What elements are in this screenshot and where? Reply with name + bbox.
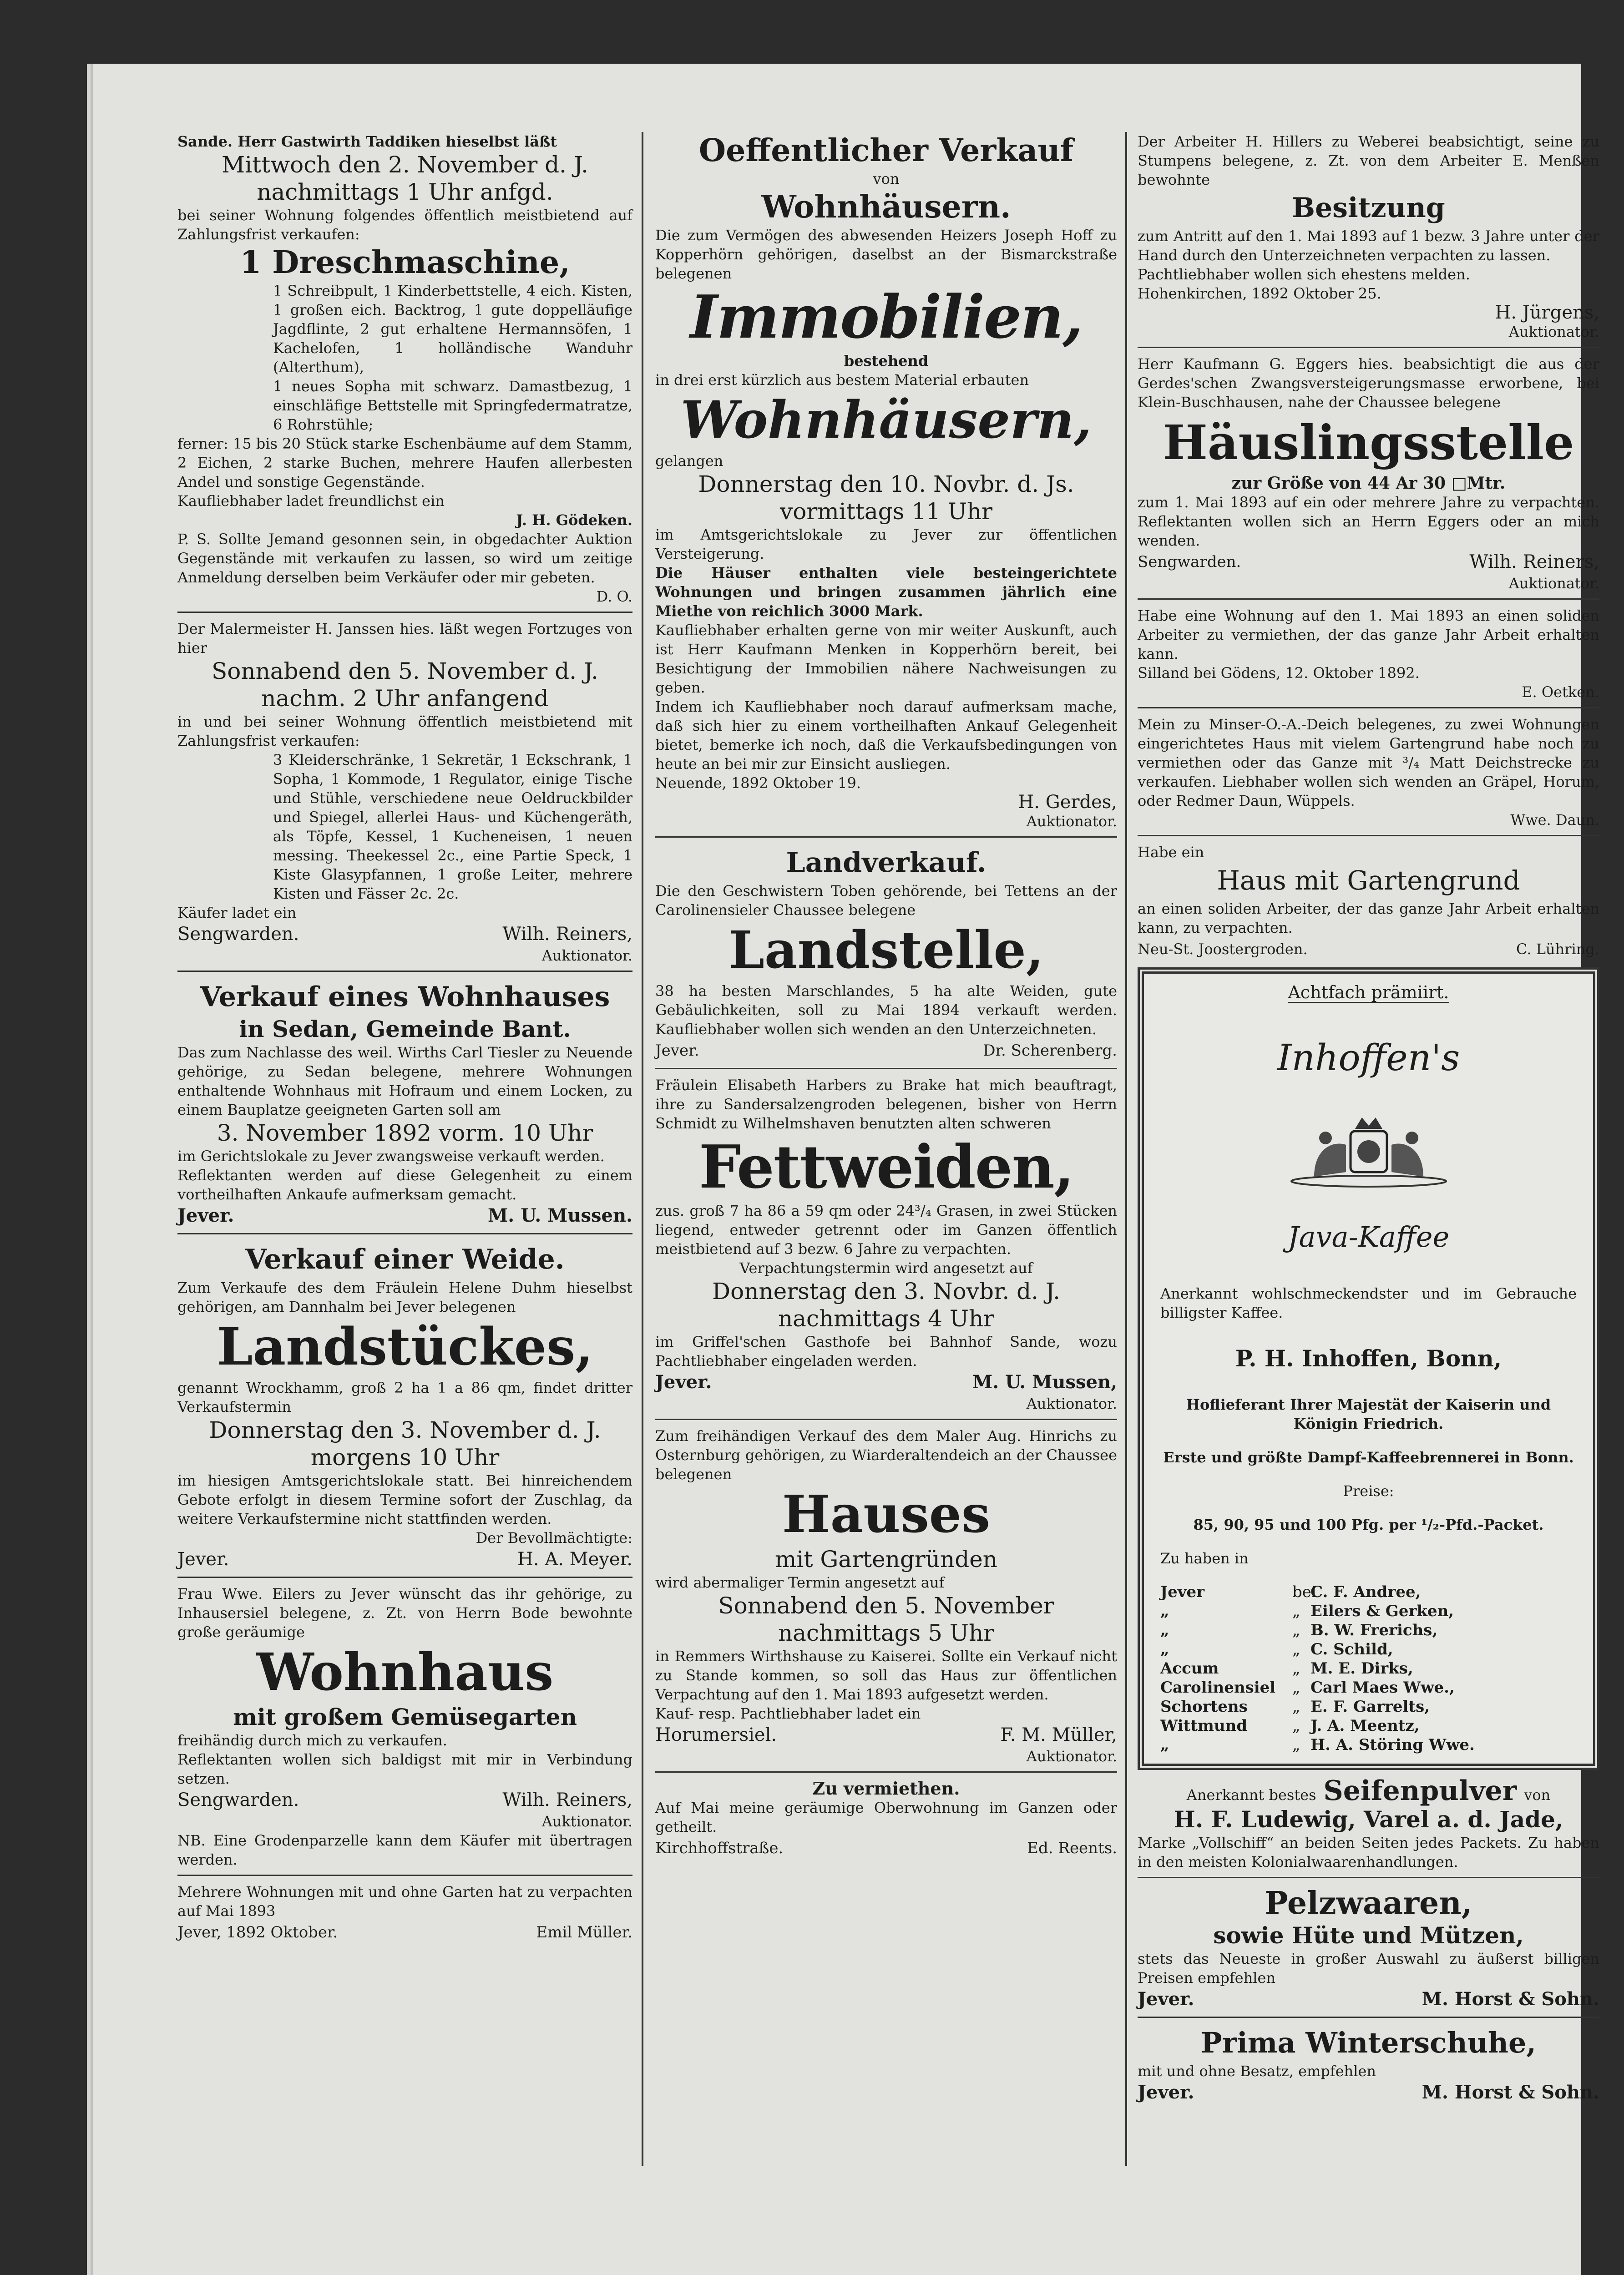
dealer-place: Schortens [1160,1698,1248,1716]
ad-role: Auktionator. [1026,1748,1117,1765]
ad-headline: Wohnhäusern, [680,390,1092,450]
ad-firm: H. F. Ludewig, Varel a. d. Jade, [1174,1806,1563,1833]
ad-text: Zum Verkaufe des dem Fräulein Helene Duhm hieselbst gehörigen, am Dannhalm bei Jever belegenen [177,1279,632,1315]
ad-text: Käufer ladet ein [177,904,297,921]
ad-signature: M. Horst & Sohn. [1422,2082,1599,2103]
ad-title: Zu vermiethen. [812,1778,960,1799]
ad-signature: Wilh. Reiners, [502,1790,632,1810]
ad-wohnhaus-sedan [177,978,632,1234]
ad-text: von [873,170,900,187]
ad-date: 3. November 1892 vorm. 10 Uhr [217,1120,593,1146]
ad-signature: Ed. Reents. [1027,1839,1117,1857]
ad-text: Mehrere Wohnungen mit und ohne Garten hat zu verpachten auf Mai 1893 [177,1883,632,1920]
ad-date: Donnerstag den 10. Novbr. d. Js. [698,471,1074,497]
ad-role: Auktionator. [1508,323,1599,340]
dealer-name: Carl Maes Wwe., [1310,1678,1455,1697]
ad-text: Kaufliebhaber erhalten gerne von mir weiter Auskunft, auch ist Herr Kaufmann Menken in Kopperhörn bereit, bei Besichtigung der Immobilien nähere Nachweisungen zu geben. [655,622,1117,696]
ad-text: Der Arbeiter H. Hillers zu Weberei beabsichtigt, seine zu Stumpens belegene, z. Zt. von dem Arbeiter E. Menßen bewohnte [1138,133,1599,188]
ad-text: Indem ich Kaufliebhaber noch darauf aufmerksam mache, daß sich hier zu einem vortheilhaften Ankauf Gelegenheit bietet, bemerke ich noch, daß die Verkaufsbedingungen von heute an bei mir zur Einsicht ausliegen. [655,698,1117,773]
ad-date: Mittwoch den 2. November d. J. [221,152,588,178]
ad-footer [177,1547,632,1571]
ad-footer [1138,1987,1599,2011]
ad-headline: Hauses [782,1485,991,1544]
ad-place: Sengwarden. [177,1790,299,1810]
dealer-sep: „ [1292,1659,1300,1678]
ad-signature: D. O. [596,588,632,605]
coat-of-arms-graphic [1282,1113,1455,1190]
ad-signature: Dr. Scherenberg. [983,1041,1117,1060]
ad-place: Neu-St. Joostergroden. [1138,940,1308,958]
ad-award: Achtfach prämiirt. [1288,982,1449,1002]
ad-text: im Griffel'schen Gasthofe bei Bahnhof Sande, wozu Pachtliebhaber eingeladen werden. [655,1333,1117,1370]
dealer-sep: „ [1292,1717,1300,1735]
ad-text: Anerkannt wohlschmeckendster und im Gebrauche billigster Kaffee. [1160,1285,1577,1321]
ad-role: Auktionator. [1026,1395,1117,1412]
ad-text: zum 1. Mai 1893 auf ein oder mehrere Jahre zu verpachten. Reflektanten wollen sich an Herrn Eggers oder an mich wenden. [1138,494,1599,549]
ad-date: Donnerstag den 3. November d. J. [209,1417,601,1443]
column-3 [1138,132,1599,2111]
ad-title: Oeffentlicher Verkauf [698,132,1074,169]
ad-text: Pachtliebhaber wollen sich ehestens melden. [1138,266,1470,283]
ad-headline: Haus mit Gartengrund [1217,865,1520,896]
ad-firm: P. H. Inhoffen, Bonn, [1235,1345,1502,1372]
ad-place: Sengwarden. [1138,553,1241,571]
ad-text: Herr Kaufmann G. Eggers hies. beabsichtigt die aus der Gerdes'schen Zwangsversteigerungsmasse erworbene, bei Klein-Buschhausen, nahe der Chaussee belegene [1138,355,1599,411]
dealer-place: „ [1160,1640,1169,1658]
ad-pelzwaaren [1138,1885,1599,2018]
ad-fettweiden [655,1076,1117,1420]
ad-headline: Häuslingsstelle [1163,415,1574,470]
ad-time: nachmittags 1 Uhr anfgd. [257,179,553,205]
ad-place: Jever. [655,1041,699,1060]
ad-signature: Wilh. Reiners, [502,924,632,945]
ad-place: Jever. [177,1205,234,1226]
ad-text: Verpachtungstermin wird angesetzt auf [739,1259,1033,1277]
dealer-place: „ [1160,1621,1169,1639]
dealer-sep: „ [1292,1678,1300,1697]
ad-text: im hiesigen Amtsgerichtslokale statt. Bei hinreichendem Gebote erfolgt in diesem Termine sofort der Zuschlag, da weitere Verkaufstermine nicht stattfinden werden. [177,1472,632,1527]
ad-hauses [655,1426,1117,1773]
ad-headline-row [1138,1777,1599,1806]
ad-signature: Wwe. Daun. [1510,811,1599,829]
ad-oeffentlicher-verkauf [655,132,1117,838]
ad-place: Horumersiel. [655,1724,777,1745]
ad-text: wird abermaliger Termin angesetzt auf [655,1574,945,1591]
ad-text: Mein zu Minser-O.-A.-Deich belegenes, zu zwei Wohnungen eingerichtetes Haus mit vielem Gartengrund habe noch zu vermiethen oder das Ganze mit ³/₄ Matt Deichstrecke zu verkaufen. Liebhaber wollen sich wenden an Gräpel, Horum, oder Redmer Daun, Wüppels. [1138,716,1599,809]
ad-text: 1 neues Sopha mit schwarz. Damastbezug, 1 einschläfige Bettstelle mit Springfedermatratze, 6 Rohrstühle; [273,378,632,433]
dealer-sep: „ [1292,1602,1300,1620]
ad-text: 1 Schreibpult, 1 Kinderbettstelle, 4 eich. Kisten, 1 großen eich. Backtrog, 1 gute doppelläufige Jagdflinte, 2 gut erhaltene Hermannsöfen, 1 Kachelofen, 1 holländische Wanduhr (Alterthum), [273,282,632,376]
ad-footer [177,1204,632,1228]
dealer-sep: bei [1292,1583,1316,1601]
ad-date: Sonnabend den 5. November [718,1592,1054,1619]
ad-seifenpulver [1138,1777,1599,1878]
ad-headline: Pelzwaaren, [1265,1885,1472,1921]
ad-time: morgens 10 Uhr [310,1444,500,1471]
ad-dreschmaschine [177,132,632,613]
ad-text: Die Häuser enthalten viele besteingerichtete Wohnungen und bringen zusammen jährlich eine Miethe von reichlich 3000 Mark. [655,564,1117,620]
ad-wohnhaus-inhausersiel [177,1584,632,1876]
ad-dateline: Neuende, 1892 Oktober 19. [655,774,861,792]
ad-text: Habe ein [1138,844,1204,861]
ad-place: Jever. [1138,1988,1194,2010]
ad-text: Marke „Vollschiff“ an beiden Seiten jedes Packets. Zu haben in den meisten Kolonialwaarenhandlungen. [1138,1834,1599,1871]
ad-haus-gartengrund [1138,843,1599,961]
ad-text: Anerkannt bestes [1186,1786,1316,1804]
ad-headline: Prima Winterschuhe, [1200,2026,1537,2059]
ad-time: nachm. 2 Uhr anfangend [261,685,549,712]
ad-signature: Emil Müller. [536,1923,632,1941]
dealer-name: E. F. Garrelts, [1310,1698,1430,1716]
ad-text: an einen soliden Arbeiter, der das ganze Jahr Arbeit erhalten kann, zu verpachten. [1138,900,1599,936]
ad-text: gelangen [655,452,723,470]
ad-wohnungen [177,1882,632,1944]
ad-landverkauf [655,844,1117,1069]
dealer-name: Eilers & Gerken, [1310,1602,1454,1620]
ad-text: Die zum Vermögen des abwesenden Heizers Joseph Hoff zu Kopperhörn gehörigen, daselbst an der Bismarckstraße belegenen [655,227,1117,282]
ad-title: Verkauf eines Wohnhauses [200,981,610,1013]
dealer-place: Carolinensiel [1160,1678,1276,1697]
ad-text: bei seiner Wohnung folgendes öffentlich meistbietend auf Zahlungsfrist verkaufen: [177,207,632,243]
ad-place: Jever, 1892 Oktober. [177,1923,338,1941]
ad-signature: J. H. Gödeken. [516,511,632,529]
ad-postscript: P. S. Sollte Jemand gesonnen sein, in obgedachter Auktion Gegenstände mit verkaufen zu lassen, so wird um zeitige Anmeldung derselben beim Verkäufer oder mir gebeten. [177,531,632,586]
dealer-sep: „ [1292,1621,1300,1639]
ad-text: Auf Mai meine geräumige Oberwohnung im Ganzen oder getheilt. [655,1799,1117,1835]
ad-text: freihändig durch mich zu verkaufen. [177,1732,447,1749]
dealer-list [1160,1582,1577,1754]
ad-title: Wohnhäusern. [761,189,1011,225]
ad-weide [177,1241,632,1578]
dealer-place: Accum [1160,1659,1219,1678]
ad-footer [1138,2081,1599,2104]
ad-intro: Der Malermeister H. Janssen hies. läßt wegen Fortzuges von hier [177,620,632,657]
ad-place: Sengwarden. [177,924,299,945]
ad-note: NB. Eine Grodenparzelle kann dem Käufer mit übertragen werden. [177,1832,632,1868]
dealer-name: M. E. Dirks, [1310,1659,1413,1678]
ad-date: Donnerstag den 3. Novbr. d. J. [712,1278,1060,1304]
ad-time: nachmittags 5 Uhr [778,1620,995,1646]
ad-brand: Inhoffen's [1277,1036,1460,1079]
ad-headline: Immobilien, [690,282,1083,352]
ad-price-label: Preise: [1343,1482,1394,1500]
dealer-place: „ [1160,1602,1169,1620]
ad-subtitle: mit Gartengründen [774,1546,998,1572]
ad-text: zus. groß 7 ha 86 a 59 qm oder 24³/₄ Grasen, in zwei Stücken liegend, entweder getrennt oder im Ganzen öffentlich meistbietend auf 3 bezw. 6 Jahre zu verpachten. [655,1202,1117,1258]
ad-place: Jever. [177,1549,229,1570]
ad-text: 3 Kleiderschränke, 1 Sekretär, 1 Eckschrank, 1 Sopha, 1 Kommode, 1 Regulator, einige Tische und Stühle, verschiedene neue Oeldruckbilder und Spiegel, allerlei Haus- und Küchengeräth, als Töpfe, Kessel, 1 Kucheneisen, 1 neuen messing. Theekessel 2c., eine Partie Speck, 1 Kiste Glasypfannen, 1 große Leiter, mehrere Kisten und Fässer 2c. 2c. [273,751,632,902]
ad-text: von [1524,1786,1551,1804]
dealer-sep: „ [1292,1736,1300,1754]
ad-footer [177,1788,632,1812]
ad-footer [177,1921,632,1944]
ad-text: genannt Wrockhamm, groß 2 ha 1 a 86 qm, findet dritter Verkaufstermin [177,1379,632,1416]
ad-time: vormittags 11 Uhr [780,498,992,525]
ad-text: Das zum Nachlasse des weil. Wirths Carl Tiesler zu Neuende gehörige, zu Sedan belegene, mehrere Wohnungen enthaltende Wohnhaus mit Hofraum und einem Locken, zu einem Bauplatze geeigneten Garten soll am [177,1044,632,1118]
ad-haus-minser [1138,715,1599,836]
ad-text: Hoflieferant Ihrer Majestät der Kaiserin und Königin Friedrich. [1186,1396,1551,1432]
ad-text: stets das Neueste in großer Auswahl zu äußerst billigen Preisen empfehlen [1138,1950,1599,1987]
coat-of-arms-icon [1282,1113,1455,1190]
ad-subtitle: zur Größe von 44 Ar 30 □Mtr. [1231,474,1506,493]
ad-signature: M. Horst & Sohn. [1422,1988,1599,2010]
ad-intro: Sande. Herr Gastwirth Taddiken hieselbst läßt [177,133,557,150]
ad-place: Jever. [655,1371,712,1393]
ad-text: zum Antritt auf den 1. Mai 1893 auf 1 bezw. 3 Jahre unter der Hand durch den Unterzeichneten verpachten zu lassen. [1138,228,1599,264]
ad-footer [177,922,632,946]
dealer-place: Jever [1160,1583,1205,1601]
ad-signature: M. U. Mussen. [487,1205,632,1226]
dealer-sep: „ [1292,1640,1300,1658]
ad-signature: M. U. Mussen, [972,1371,1117,1393]
ad-text: Fräulein Elisabeth Harbers zu Brake hat mich beauftragt, ihre zu Sandersalzengroden belegenen, bisher von Herrn Schmidt zu Wilhelmshaven benutzten alten schweren [655,1077,1117,1132]
ad-role: Der Bevollmächtigte: [476,1529,632,1547]
ad-dateline: Hohenkirchen, 1892 Oktober 25. [1138,285,1381,302]
ad-text: bestehend [844,352,929,369]
ad-headline: Seifenpulver [1323,1775,1517,1807]
ad-footer [655,1836,1117,1860]
ad-text: im Amtsgerichtslokale zu Jever zur öffentlichen Versteigerung. [655,526,1117,562]
ad-signature: Wilh. Reiners, [1469,551,1599,572]
ad-product: Java-Kaffee [1287,1220,1450,1254]
ad-role: Auktionator. [541,1813,632,1830]
ad-role: Auktionator. [541,947,632,964]
ad-text: in und bei seiner Wohnung öffentlich meistbietend mit Zahlungsfrist verkaufen: [177,713,632,749]
ad-prices: 85, 90, 95 und 100 Pfg. per ¹/₂-Pfd.-Packet. [1193,1516,1544,1533]
ad-text: Zu haben in [1160,1550,1249,1567]
newspaper-page [93,64,1599,2275]
ad-headline: Fettweiden, [698,1132,1074,1202]
dealer-place: Wittmund [1160,1717,1248,1735]
ad-place: Jever. [1138,2082,1194,2103]
ad-wohnung-silland [1138,606,1599,708]
ad-place: Kirchhoffstraße. [655,1839,784,1857]
ad-winterschuhe [1138,2024,1599,2104]
ad-signature: C. Lühring. [1516,940,1599,958]
ad-subtitle: in Sedan, Gemeinde Bant. [239,1016,571,1042]
ad-subtitle: mit großem Gemüsegarten [233,1704,577,1730]
ad-signature: H. A. Meyer. [517,1549,632,1570]
ad-text: Reflektanten wollen sich baldigst mit mir in Verbindung setzen. [177,1751,632,1787]
ad-inhoffen-kaffee [1138,967,1599,1770]
column-1 [177,132,632,1951]
dealer-name: J. A. Meentz, [1310,1717,1420,1735]
ad-signature: E. Oetken. [1522,683,1599,701]
ad-zu-vermiethen [655,1779,1117,1860]
ad-signature: F. M. Müller, [1000,1724,1117,1745]
ad-text: 38 ha besten Marschlandes, 5 ha alte Weiden, gute Gebäulichkeiten, soll zu Mai 1894 verkauft werden. Kaufliebhaber wollen sich wenden an den Unterzeichneten. [655,982,1117,1038]
ad-footer [655,1039,1117,1062]
ad-footer [1138,937,1599,961]
ad-headline: Besitzung [1292,192,1445,224]
ad-role: Auktionator. [1026,813,1117,830]
ad-dateline: Silland bei Gödens, 12. Oktober 1892. [1138,664,1420,682]
ad-text: mit und ohne Besatz, empfehlen [1138,2063,1376,2080]
dealer-name: C. F. Andree, [1310,1583,1421,1601]
ad-text: Zum freihändigen Verkauf des dem Maler Aug. Hinrichs zu Osternburg gehörigen, zu Wiarderaltendeich an der Chaussee belegenen [655,1427,1117,1483]
ad-date: Sonnabend den 5. November d. J. [212,658,598,684]
column-divider [642,132,643,2166]
ad-headline: 1 Dreschmaschine, [240,244,570,281]
ad-text: im Gerichtslokale zu Jever zwangsweise verkauft werden. [177,1148,605,1165]
ad-text: ferner: 15 bis 20 Stück starke Eschenbäume auf dem Stamm, 2 Eichen, 2 starke Buchen, mehrere Haufen allerbesten Andel und sonstige Gegenstände. [177,435,632,490]
ad-title: Landverkauf. [786,847,987,879]
dealer-sep: „ [1292,1698,1300,1716]
ad-subtitle: sowie Hüte und Mützen, [1213,1922,1524,1949]
ad-text: Frau Wwe. Eilers zu Jever wünscht das ihr gehörige, zu Inhausersiel belegene, z. Zt. von Herrn Bode bewohnte große geräumige [177,1585,632,1641]
ad-text: in Remmers Wirthshause zu Kaiserei. Sollte ein Verkauf nicht zu Stande kommen, so soll das Haus zur öffentlichen Verpachtung auf den 1. Mai 1893 aufgesetzt werden. [655,1648,1117,1703]
ad-footer [655,1723,1117,1747]
ad-haeuslingsstelle [1138,354,1599,600]
ad-text: Kauf- resp. Pachtliebhaber ladet ein [655,1705,921,1722]
column-2 [655,132,1117,1866]
ad-footer [655,1370,1117,1394]
ad-role: Auktionator. [1508,575,1599,592]
ad-headline: Wohnhaus [256,1643,554,1702]
ad-time: nachmittags 4 Uhr [778,1305,995,1332]
dealer-name: C. Schild, [1310,1640,1393,1658]
dealer-name: B. W. Frerichs, [1310,1621,1438,1639]
ad-signature: H. Gerdes, [1018,792,1117,813]
ad-text: Erste und größte Dampf-Kaffeebrennerei in Bonn. [1163,1449,1574,1466]
column-divider [1125,132,1127,2166]
ad-text: Kaufliebhaber ladet freundlichst ein [177,492,445,510]
ad-signature: H. Jürgens, [1495,302,1599,323]
ad-headline: Landstückes, [217,1317,593,1377]
ad-besitzung [1138,132,1599,348]
ad-text: Die den Geschwistern Toben gehörende, bei Tettens an der Carolinensieler Chaussee belegene [655,882,1117,919]
ad-title: Verkauf einer Weide. [245,1244,565,1275]
ad-headline: Landstelle, [729,920,1044,980]
ad-footer [1138,550,1599,574]
dealer-name: H. A. Störing Wwe. [1310,1736,1475,1754]
ad-text: Reflektanten werden auf diese Gelegenheit zu einem vortheilhaften Ankaufe aufmerksam gemacht. [177,1167,632,1203]
ad-text: Habe eine Wohnung auf den 1. Mai 1893 an einen soliden Arbeiter zu vermiethen, der das ganze Jahr Arbeit erhalten kann. [1138,607,1599,662]
dealer-place: „ [1160,1736,1169,1754]
ad-janssen [177,619,632,972]
ad-text: in drei erst kürzlich aus bestem Material erbauten [655,371,1029,389]
